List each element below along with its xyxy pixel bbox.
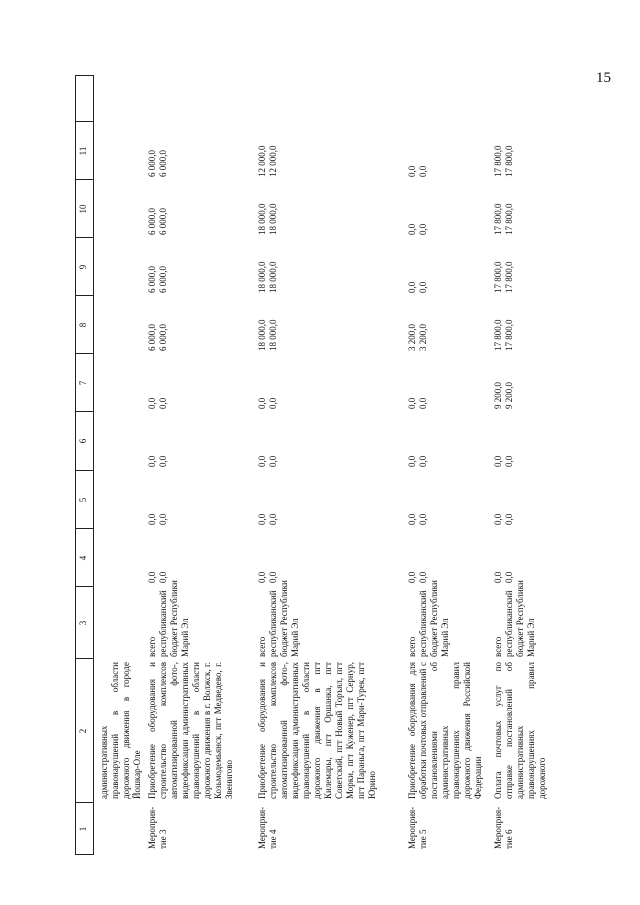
row-description: Приобретение оборудования и строительство комплексов автоматизированной фото-, видеофиксации административных правонарушений в области дорожного движения в г. Волжск, г. Козьмодемьянск, пгт Медведево, г. Звенигово bbox=[147, 662, 234, 799]
table-top-border bbox=[75, 75, 76, 855]
column-number: 5 bbox=[78, 497, 88, 503]
cell-value: 0,0 0,0 bbox=[147, 571, 168, 583]
column-number: 8 bbox=[78, 322, 88, 328]
row-label: Мероприя-тие 6 bbox=[493, 806, 514, 849]
column-number: 6 bbox=[78, 438, 88, 444]
column-number: 3 bbox=[78, 620, 88, 626]
row-description: Приобретение оборудования для обработки почтовых отправлений с постановлениями об административных правонарушениях правил дорожного движения Российской Федерации bbox=[407, 662, 483, 799]
cell-value: 12 000,0 12 000,0 bbox=[257, 145, 278, 177]
cell-value: 0,0 0,0 bbox=[407, 281, 428, 293]
row-description: Оплата почтовых услуг по отправке постановлений об административных правонарушениях правил дорожного bbox=[493, 662, 547, 799]
column-number: 7 bbox=[78, 380, 88, 386]
cell-value: 0,0 0,0 bbox=[147, 513, 168, 525]
cell-value: 17 800,0 17 800,0 bbox=[493, 203, 514, 235]
cell-value: 0,0 0,0 bbox=[407, 165, 428, 177]
cell-value: 0,0 0,0 bbox=[493, 513, 514, 525]
cell-value: 6 000,0 6 000,0 bbox=[147, 324, 168, 351]
page-number: 15 bbox=[596, 70, 611, 86]
cell-value: 0,0 0,0 bbox=[147, 397, 168, 409]
row-label: Мероприя-тие 4 bbox=[257, 806, 278, 849]
cell-value: 0,0 0,0 bbox=[147, 455, 168, 467]
cell-value: 18 000,0 18 000,0 bbox=[257, 203, 278, 235]
rotated-table bbox=[75, 75, 575, 855]
column-number: 1 bbox=[78, 826, 88, 832]
funding-source: всего республиканский бюджет Республики Марий Эл bbox=[257, 580, 300, 657]
cell-value: 0,0 0,0 bbox=[407, 455, 428, 467]
funding-source: всего республиканский бюджет Республики Марий Эл bbox=[493, 580, 536, 657]
cell-value: 17 800,0 17 800,0 bbox=[493, 145, 514, 177]
column-number: 11 bbox=[78, 146, 88, 156]
cell-value: 0,0 0,0 bbox=[257, 571, 278, 583]
column-number: 4 bbox=[78, 555, 88, 561]
row-label: Мероприя-тие 3 bbox=[147, 806, 168, 849]
cell-value: 0,0 0,0 bbox=[257, 455, 278, 467]
cell-value: 0,0 0,0 bbox=[407, 571, 428, 583]
funding-source: всего республиканский бюджет Республики Марий Эл bbox=[147, 580, 190, 657]
cell-value: 0,0 0,0 bbox=[407, 223, 428, 235]
cell-value: 6 000,0 6 000,0 bbox=[147, 266, 168, 293]
cell-value: 6 000,0 6 000,0 bbox=[147, 150, 168, 177]
cell-value: 9 200,0 9 200,0 bbox=[493, 382, 514, 409]
cell-value: 0,0 0,0 bbox=[407, 397, 428, 409]
cell-value: 17 800,0 17 800,0 bbox=[493, 261, 514, 293]
row-description: Приобретение оборудования и строительство комплексов автоматизированной фото-, видеофиксации административных правонарушений в области дорожного движения в пгт Килемары, пгт Оршанка, пгт Советский, пгт Новый Торъял, пгт Морки, пгт Куженер, пгт Сернур, пгт Параньга, пгт Мари-Турек, пгт Юрино bbox=[257, 662, 377, 799]
cell-value: 6 000,0 6 000,0 bbox=[147, 208, 168, 235]
column-number: 10 bbox=[78, 204, 88, 214]
cell-value: 18 000,0 18 000,0 bbox=[257, 261, 278, 293]
cell-value: 0,0 0,0 bbox=[493, 455, 514, 467]
cell-value: 0,0 0,0 bbox=[257, 513, 278, 525]
cell-value: 0,0 0,0 bbox=[493, 571, 514, 583]
cell-value: 3 200,0 3 200,0 bbox=[407, 324, 428, 351]
header-bottom-border bbox=[93, 75, 94, 855]
column-number: 9 bbox=[78, 264, 88, 270]
row-label: Мероприя-тие 5 bbox=[407, 806, 428, 849]
cell-value: 0,0 0,0 bbox=[257, 397, 278, 409]
continuation-text: административных правонарушений в области дорожного движения в городе Йошкар-Оле bbox=[99, 662, 142, 799]
funding-source: всего республиканский бюджет Республики Марий Эл bbox=[407, 580, 450, 657]
column-number: 2 bbox=[78, 728, 88, 734]
cell-value: 0,0 0,0 bbox=[407, 513, 428, 525]
cell-value: 17 800,0 17 800,0 bbox=[493, 319, 514, 351]
cell-value: 18 000,0 18 000,0 bbox=[257, 319, 278, 351]
